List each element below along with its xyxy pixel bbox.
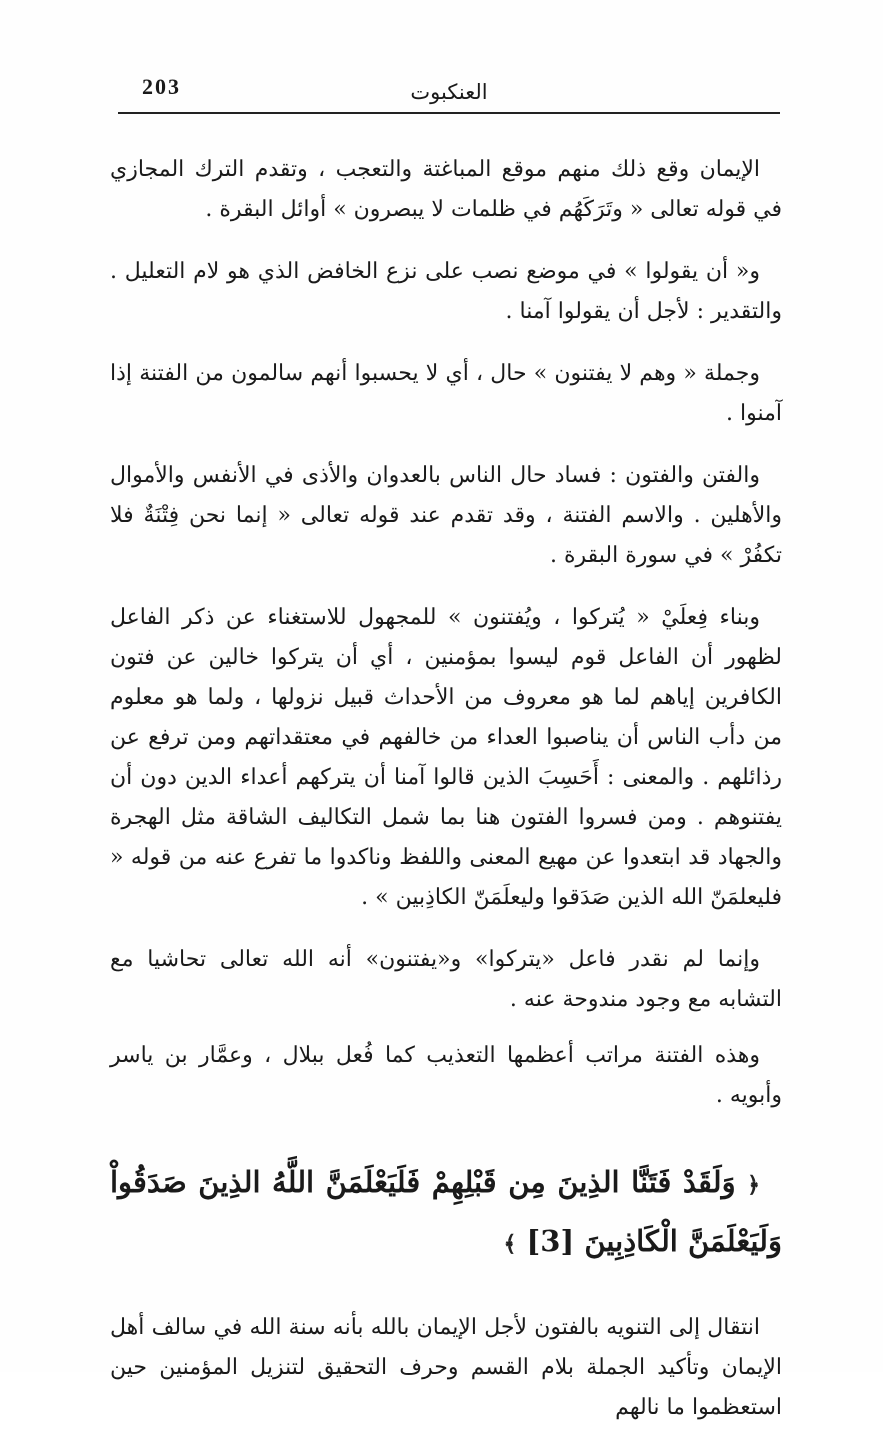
page-number: 203 [142, 74, 181, 99]
verse-open-ornament: ﴿ [747, 1172, 760, 1198]
quran-verse [110, 1154, 782, 1272]
verse-close-ornament: ﴾ [503, 1231, 517, 1257]
paragraph: وجملة « وهم لا يفتنون » حال ، أي لا يحسبوا أنهم سالمون من الفتنة إذا آمنوا . [110, 361, 782, 426]
header-divider [118, 112, 780, 114]
verse-number: [3] [526, 1224, 575, 1258]
verse-text: وَلَقَدْ فَتَنَّا الذِينَ مِن قَبْلِهِمْ فَلَيَعْلَمَنَّ اللَّهُ الذِينَ صَدَقُواْ وَلَيَعْلَمَنَّ الْكَاذِبِينَ [110, 1165, 782, 1258]
paragraph: وبناء فِعلَيْ « يُتركوا ، ويُفتنون » للمجهول للاستغناء عن ذكر الفاعل لظهور أن الفاعل قوم ليسوا بمؤمنين ، أي أن يتركوا خالين عن فتون الكافرين إياهم لما هو معروف من الأحداث قبيل نزولها ، ولما هو معلوم من دأب الناس أن يناصبوا العداء من خالفهم في معتقداتهم ومن ترفع عن رذائلهم . والمعنى : أَحَسِبَ الذين قالوا آمنا أن يتركهم أعداء الدين دون أن يفتنوهم . ومن فسروا الفتون هنا بما شمل التكاليف الشاقة مثل الهجرة والجهاد قد ابتعدوا عن مهيع المعنى واللفظ وناكدوا ما تفرع عنه من قوله « فليعلمَنّ الله الذين صَدَقوا وليعلَمَنّ الكاذِبين » . [110, 605, 782, 910]
page-header [118, 72, 780, 114]
closing-paragraph: انتقال إلى التنويه بالفتون لأجل الإيمان بالله بأنه سنة الله في سالف أهل الإيمان وتأكيد الجملة بلام القسم وحرف التحقيق لتنزيل المؤمنين حين استعظموا ما نالهم [110, 1315, 782, 1420]
main-text [110, 150, 782, 1450]
paragraph: وإنما لم نقدر فاعل «يتركوا» و«يفتنون» أنه الله تعالى تحاشيا مع التشابه مع وجود مندوحة عنه . [110, 947, 782, 1012]
paragraph: الإيمان وقع ذلك منهم موقع المباغتة والتعجب ، وتقدم الترك المجازي في قوله تعالى « وتَرَكَهُم في ظلمات لا يبصرون » أوائل البقرة . [110, 157, 782, 222]
paragraph: وهذه الفتنة مراتب أعظمها التعذيب كما فُعل ببلال ، وعمَّار بن ياسر وأبويه . [110, 1043, 782, 1108]
paragraph: والفتن والفتون : فساد حال الناس بالعدوان والأذى في الأنفس والأموال والأهلين . والاسم الفتنة ، وقد تقدم عند قوله تعالى « إنما نحن فِتْنَةٌ فلا تكفُرْ » في سورة البقرة . [110, 463, 782, 568]
paragraph: و« أن يقولوا » في موضع نصب على نزع الخافض الذي هو لام التعليل . والتقدير : لأجل أن يقولوا آمنا . [110, 259, 782, 324]
running-title: العنكبوت [410, 80, 488, 104]
